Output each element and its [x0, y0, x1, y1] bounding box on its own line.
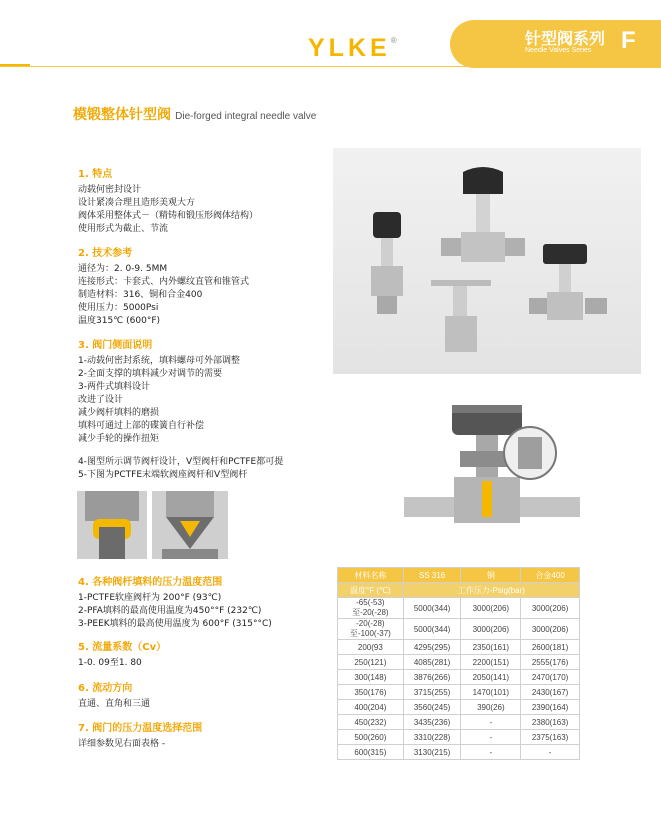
- page-title-cn: 模锻整体针型阀: [73, 107, 171, 123]
- page-title-en: Die-forged integral needle valve: [175, 111, 317, 122]
- table-row: 200(93 4295(295) 2350(161) 2600(181): [338, 640, 580, 655]
- series-letter: F: [621, 27, 636, 54]
- valve-cutaway-image: [400, 393, 600, 553]
- product-photo: [333, 148, 641, 374]
- section-flow: 6. 流动方向 直通、直角和三通: [78, 683, 151, 709]
- section-tech: 2. 技术参考 通径为：2. 0-9. 5MM 连接形式：卡套式、内外螺纹直管和锥管式 制造材料：316、铜和合金400 使用压力：5000Psi 温度315℃ (600°F): [78, 248, 250, 326]
- table-row: 400(204) 3560(245) 390(26) 2390(164): [338, 700, 580, 715]
- page-title: [73, 104, 316, 124]
- section-rating: 7. 阀门的压力温度选择范围 详细参数见右面表格 -: [78, 723, 203, 749]
- table-row: 350(176) 3715(255) 1470(101) 2430(167): [338, 685, 580, 700]
- section-side: 3. 阀门侧面说明 1-动载何密封系统，填料螺母可外部调整 2-全面支撑的填料减少对调节的需要 3-两件式填料设计 改进了设计 减少阀杆填料的磨损 填料可通过上部的碟簧自行补偿 减少手轮的操作扭矩 4-图型所示调节阀杆设计，V型阀杆和PCTFE都可提 5-下图为PCTFE末端软阀座阀杆和V型阀杆: [78, 340, 284, 480]
- series-subtitle: Needle Valves Series: [525, 47, 592, 54]
- v-stem-image: [152, 491, 228, 559]
- table-row: 500(260) 3310(228) - 2375(163): [338, 730, 580, 745]
- brand-logo: YLKE®: [308, 34, 397, 62]
- table-row: -20(-28)至-100(-37) 5000(344) 3000(206) 3000(206): [338, 619, 580, 640]
- table-subheader-row: 温度°F (℃) 工作压力-Psig(bar): [338, 583, 580, 598]
- table-row: 250(121) 4085(281) 2200(151) 2555(176): [338, 655, 580, 670]
- table-row: -65(-53)至-20(-28) 5000(344) 3000(206) 3000(206): [338, 598, 580, 619]
- table-row: 600(315) 3130(215) - -: [338, 745, 580, 760]
- section-pressure: 4. 各种阀杆填料的压力温度范围 1-PCTFE软座阀杆为 200°F (93℃) 2-PFA填料的最高使用温度为450°°F (232℃) 3-PEEK填料的最高使用温度为 600°F (315°°C): [78, 577, 272, 629]
- pctfe-stem-image: [77, 491, 147, 559]
- section-features: 1. 特点 动载何密封设计 设计紧凑合理且造形美观大方 阀体采用整体式－（精铸和锻压形阀体结构） 使用形式为截止、节流: [78, 169, 259, 234]
- table-row: 300(148) 3876(266) 2050(141) 2470(170): [338, 670, 580, 685]
- series-title: 针型阀系列: [525, 29, 606, 48]
- section-cv: 5. 流量系数（Cv） 1-0. 09至1. 80: [78, 642, 167, 668]
- table-row: 450(232) 3435(236) - 2380(163): [338, 715, 580, 730]
- table-header-row: 材料名称 SS 316 铜 合金400: [338, 568, 580, 583]
- pressure-temperature-table: [337, 567, 580, 760]
